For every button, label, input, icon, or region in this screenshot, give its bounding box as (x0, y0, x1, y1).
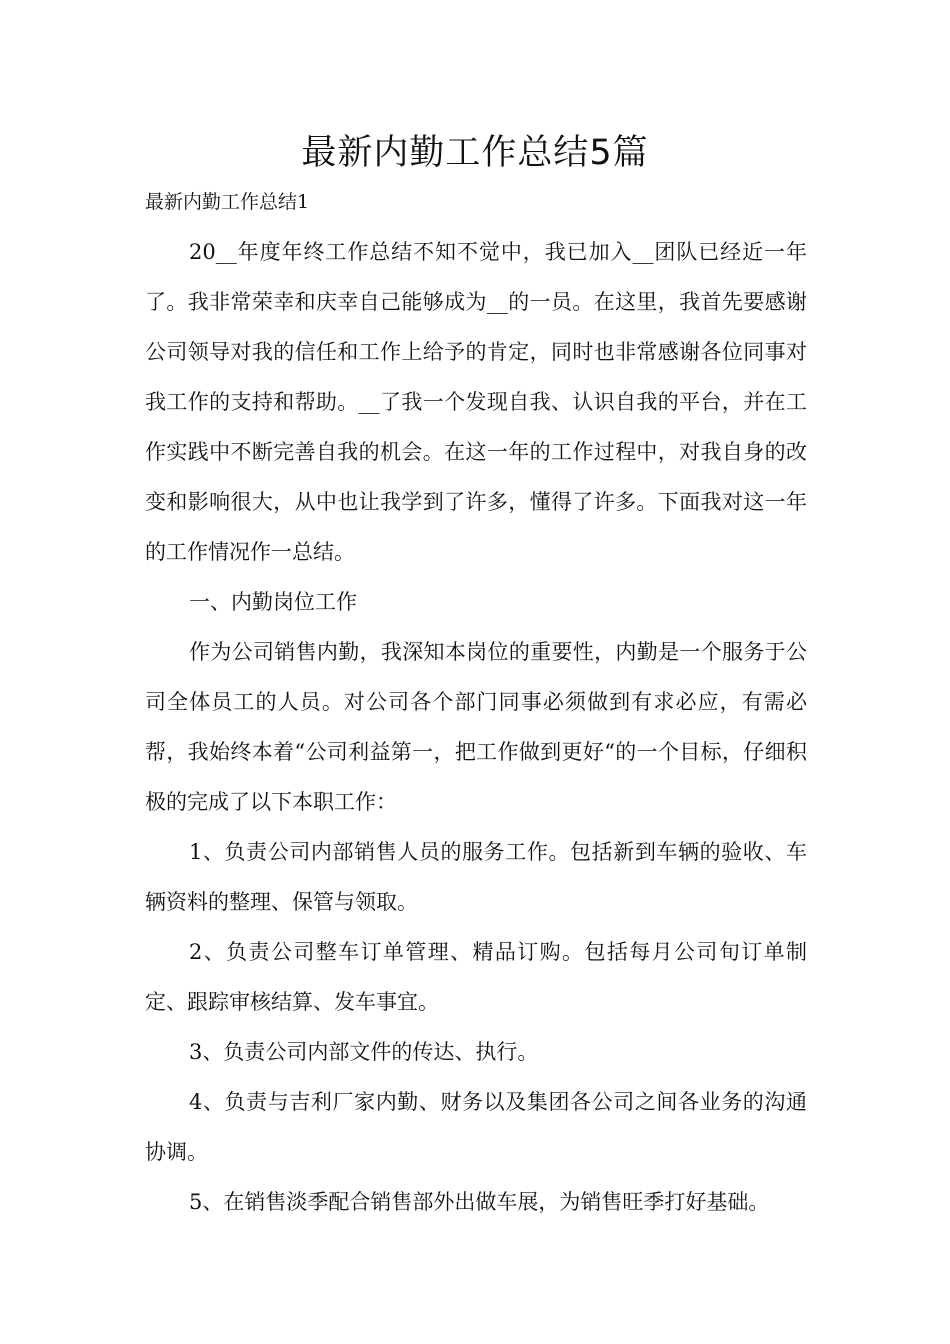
paragraph-role: 作为公司销售内勤，我深知本岗位的重要性，内勤是一个服务于公司全体员工的人员。对公司各个部门同事必须做到有求必应，有需必帮，我始终本着“公司利益第一，把工作做到更好“的一个目标，仔细积极的完成了以下本职工作： (145, 640, 807, 814)
document-title: 最新内勤工作总结5篇 (301, 133, 649, 173)
list-item: 4、负责与吉利厂家内勤、财务以及集团各公司之间各业务的沟通协调。 (145, 1090, 807, 1164)
list-item: 5、在销售淡季配合销售部外出做车展，为销售旺季打好基础。 (189, 1190, 770, 1214)
list-item: 3、负责公司内部文件的传达、执行。 (189, 1040, 539, 1064)
list-item: 1、负责公司内部销售人员的服务工作。包括新到车辆的验收、车辆资料的整理、保管与领取。 (145, 840, 807, 914)
list-item: 2、负责公司整车订单管理、精品订购。包括每月公司旬订单制定、跟踪审核结算、发车事宜。 (145, 940, 807, 1014)
document-body (145, 177, 807, 1227)
section-heading: 一、内勤岗位工作 (189, 590, 357, 614)
paragraph-intro: 20__年度年终工作总结不知不觉中，我已加入__团队已经近一年了。我非常荣幸和庆幸自己能够成为__的一员。在这里，我首先要感谢公司领导对我的信任和工作上给予的肯定，同时也非常感谢各位同事对我工作的支持和帮助。__了我一个发现自我、认识自我的平台，并在工作实践中不断完善自我的机会。在这一年的工作过程中，对我自身的改变和影响很大，从中也让我学到了许多，懂得了许多。下面我对这一年的工作情况作一总结。 (145, 240, 807, 564)
section-subtitle: 最新内勤工作总结1 (145, 191, 310, 213)
